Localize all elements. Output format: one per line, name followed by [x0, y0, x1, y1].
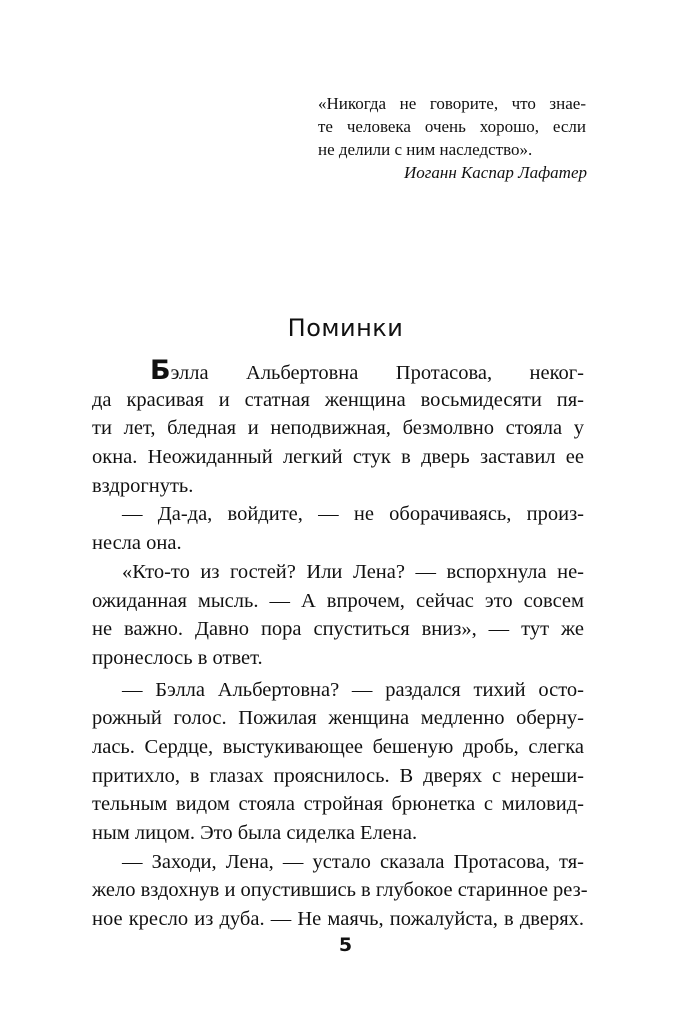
- text-line: притихло, в глазах прояснилось. В дверях с нереши-: [92, 764, 584, 787]
- epigraph-line: «Никогда не говорите, что знаe-: [318, 94, 586, 113]
- text-line: [92, 357, 584, 386]
- epigraph-line: те человека очень хорошо, если: [318, 117, 586, 136]
- text-line: ное кресло из дуба. — Не маячь, пожалуйста, в дверях.: [92, 908, 584, 931]
- body-text: [92, 355, 588, 934]
- paragraph: [92, 357, 584, 500]
- text-line-content: элла Альбертовна Протасова, неког-: [170, 362, 584, 384]
- epigraph: [318, 92, 586, 161]
- text-line: тельным видом стояла стройная брюнетка с миловид-: [92, 793, 584, 816]
- text-line: жело вздохнув и опустившись в глубокое старинное рез-: [92, 879, 588, 902]
- page-number: 5: [338, 934, 353, 956]
- paragraph: [92, 848, 588, 934]
- drop-cap: Б: [150, 355, 171, 386]
- text-line: ным лицом. Это была сиделка Елена.: [92, 822, 418, 844]
- text-line: ожиданная мысль. — А впрочем, сейчас это совсем: [92, 589, 584, 612]
- text-line: — Заходи, Лена, — устало сказала Протасова, тя-: [122, 850, 584, 873]
- text-line: вздрогнуть.: [92, 474, 194, 497]
- text-line: не важно. Давно пора спуститься вниз», — тут же: [92, 618, 584, 641]
- paragraph: [92, 676, 584, 848]
- epigraph-line: не делили с ним наследство».: [318, 140, 533, 159]
- paragraph: [92, 500, 584, 557]
- epigraph-author: Иоганн Каспар Лафатер: [403, 163, 587, 182]
- text-line: «Кто-то из гостей? Или Лена? — вспорхнула не-: [122, 560, 584, 583]
- text-line: лась. Сердце, выстукивающее бешеную дробь, слегка: [92, 735, 584, 758]
- text-line: да красивая и статная женщина восьмидесяти пя-: [92, 388, 584, 411]
- text-line: — Да-да, войдите, — не оборачиваясь, произ-: [122, 503, 584, 526]
- paragraph: [92, 558, 584, 673]
- chapter-title: Поминки: [287, 314, 404, 342]
- text-line: рожный голос. Пожилая женщина медленно оберну-: [92, 707, 584, 730]
- text-line: окна. Неожиданный легкий стук в дверь заставил ее: [92, 446, 584, 469]
- text-line: пронеслось в ответ.: [92, 646, 263, 669]
- text-line: ти лет, бледная и неподвижная, безмолвно стояла у: [92, 417, 584, 440]
- text-line: — Бэлла Альбертовна? — раздался тихий осто-: [122, 678, 584, 701]
- text-line: несла она.: [92, 532, 182, 555]
